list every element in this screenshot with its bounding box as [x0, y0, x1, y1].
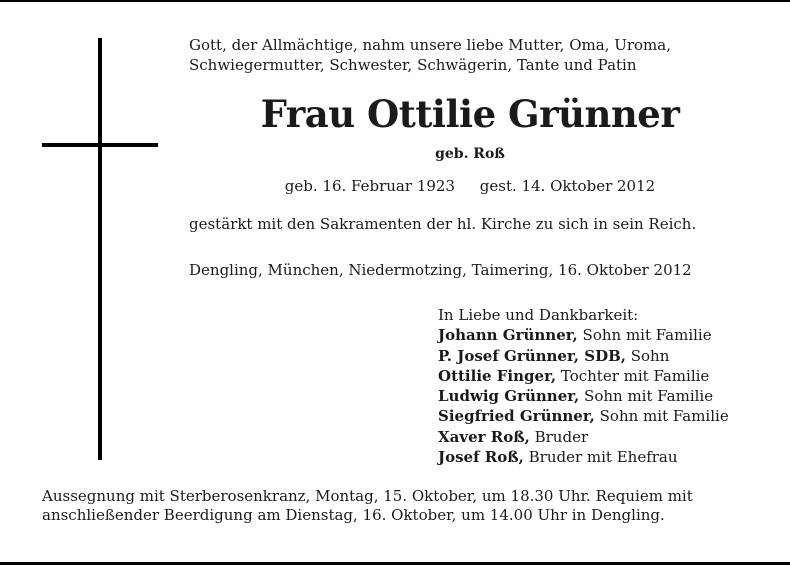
mourner-relation: Sohn mit Familie: [579, 387, 714, 406]
mourner-row: [438, 386, 778, 406]
mourner-name: Ottilie Finger,: [438, 366, 557, 385]
places-date-line: Dengling, München, Niedermotzing, Taimering, 16. Oktober 2012: [189, 261, 692, 279]
mourner-row: [438, 325, 778, 345]
mourner-relation: Tochter mit Familie: [556, 366, 710, 385]
mourner-relation: Sohn mit Familie: [577, 326, 712, 345]
mourner-relation: Bruder: [529, 427, 589, 446]
life-dates: [150, 175, 790, 197]
mourner-name: Xaver Roß,: [438, 427, 530, 446]
intro-line-2: Schwiegermutter, Schwester, Schwägerin, Tante und Patin: [189, 56, 637, 74]
deceased-name: Frau Ottilie Grünner: [260, 92, 680, 136]
funeral-info: [42, 487, 762, 525]
maiden-name: geb. Roß: [435, 146, 505, 162]
mourner-row: [438, 406, 778, 426]
mourner-name: Siegfried Grünner,: [438, 407, 595, 426]
death-date: gest. 14. Oktober 2012: [479, 177, 656, 195]
cross-icon-horizontal-bar: [42, 143, 158, 147]
birth-date: geb. 16. Februar 1923: [284, 177, 455, 195]
funeral-info-line-2: anschließender Beerdigung am Dienstag, 16. Oktober, um 14.00 Uhr in Dengling.: [42, 506, 665, 524]
intro-line-1: Gott, der Allmächtige, nahm unsere liebe Mutter, Oma, Uroma,: [189, 36, 671, 54]
mourner-name: Ludwig Grünner,: [438, 387, 580, 406]
mourner-row: [438, 447, 778, 467]
top-border: [0, 0, 790, 2]
mourner-row: [438, 346, 778, 366]
mourner-relation: Sohn mit Familie: [594, 407, 729, 426]
cross-icon-vertical-bar: [98, 38, 102, 460]
mourners-heading: In Liebe und Dankbarkeit:: [438, 306, 639, 324]
mourner-relation: Bruder mit Ehefrau: [523, 448, 678, 467]
mourner-relation: Sohn: [625, 346, 670, 365]
mourner-row: [438, 427, 778, 447]
mourner-name: Johann Grünner,: [438, 326, 578, 345]
mourner-name: P. Josef Grünner, SDB,: [438, 346, 626, 365]
mourner-row: [438, 366, 778, 386]
mourners-list: [438, 305, 778, 467]
intro-text: [189, 35, 769, 75]
funeral-info-line-1: Aussegnung mit Sterberosenkranz, Montag, 15. Oktober, um 18.30 Uhr. Requiem mit: [42, 487, 693, 505]
mourner-name: Josef Roß,: [438, 448, 524, 467]
sacraments-line: gestärkt mit den Sakramenten der hl. Kirche zu sich in sein Reich.: [189, 215, 697, 233]
